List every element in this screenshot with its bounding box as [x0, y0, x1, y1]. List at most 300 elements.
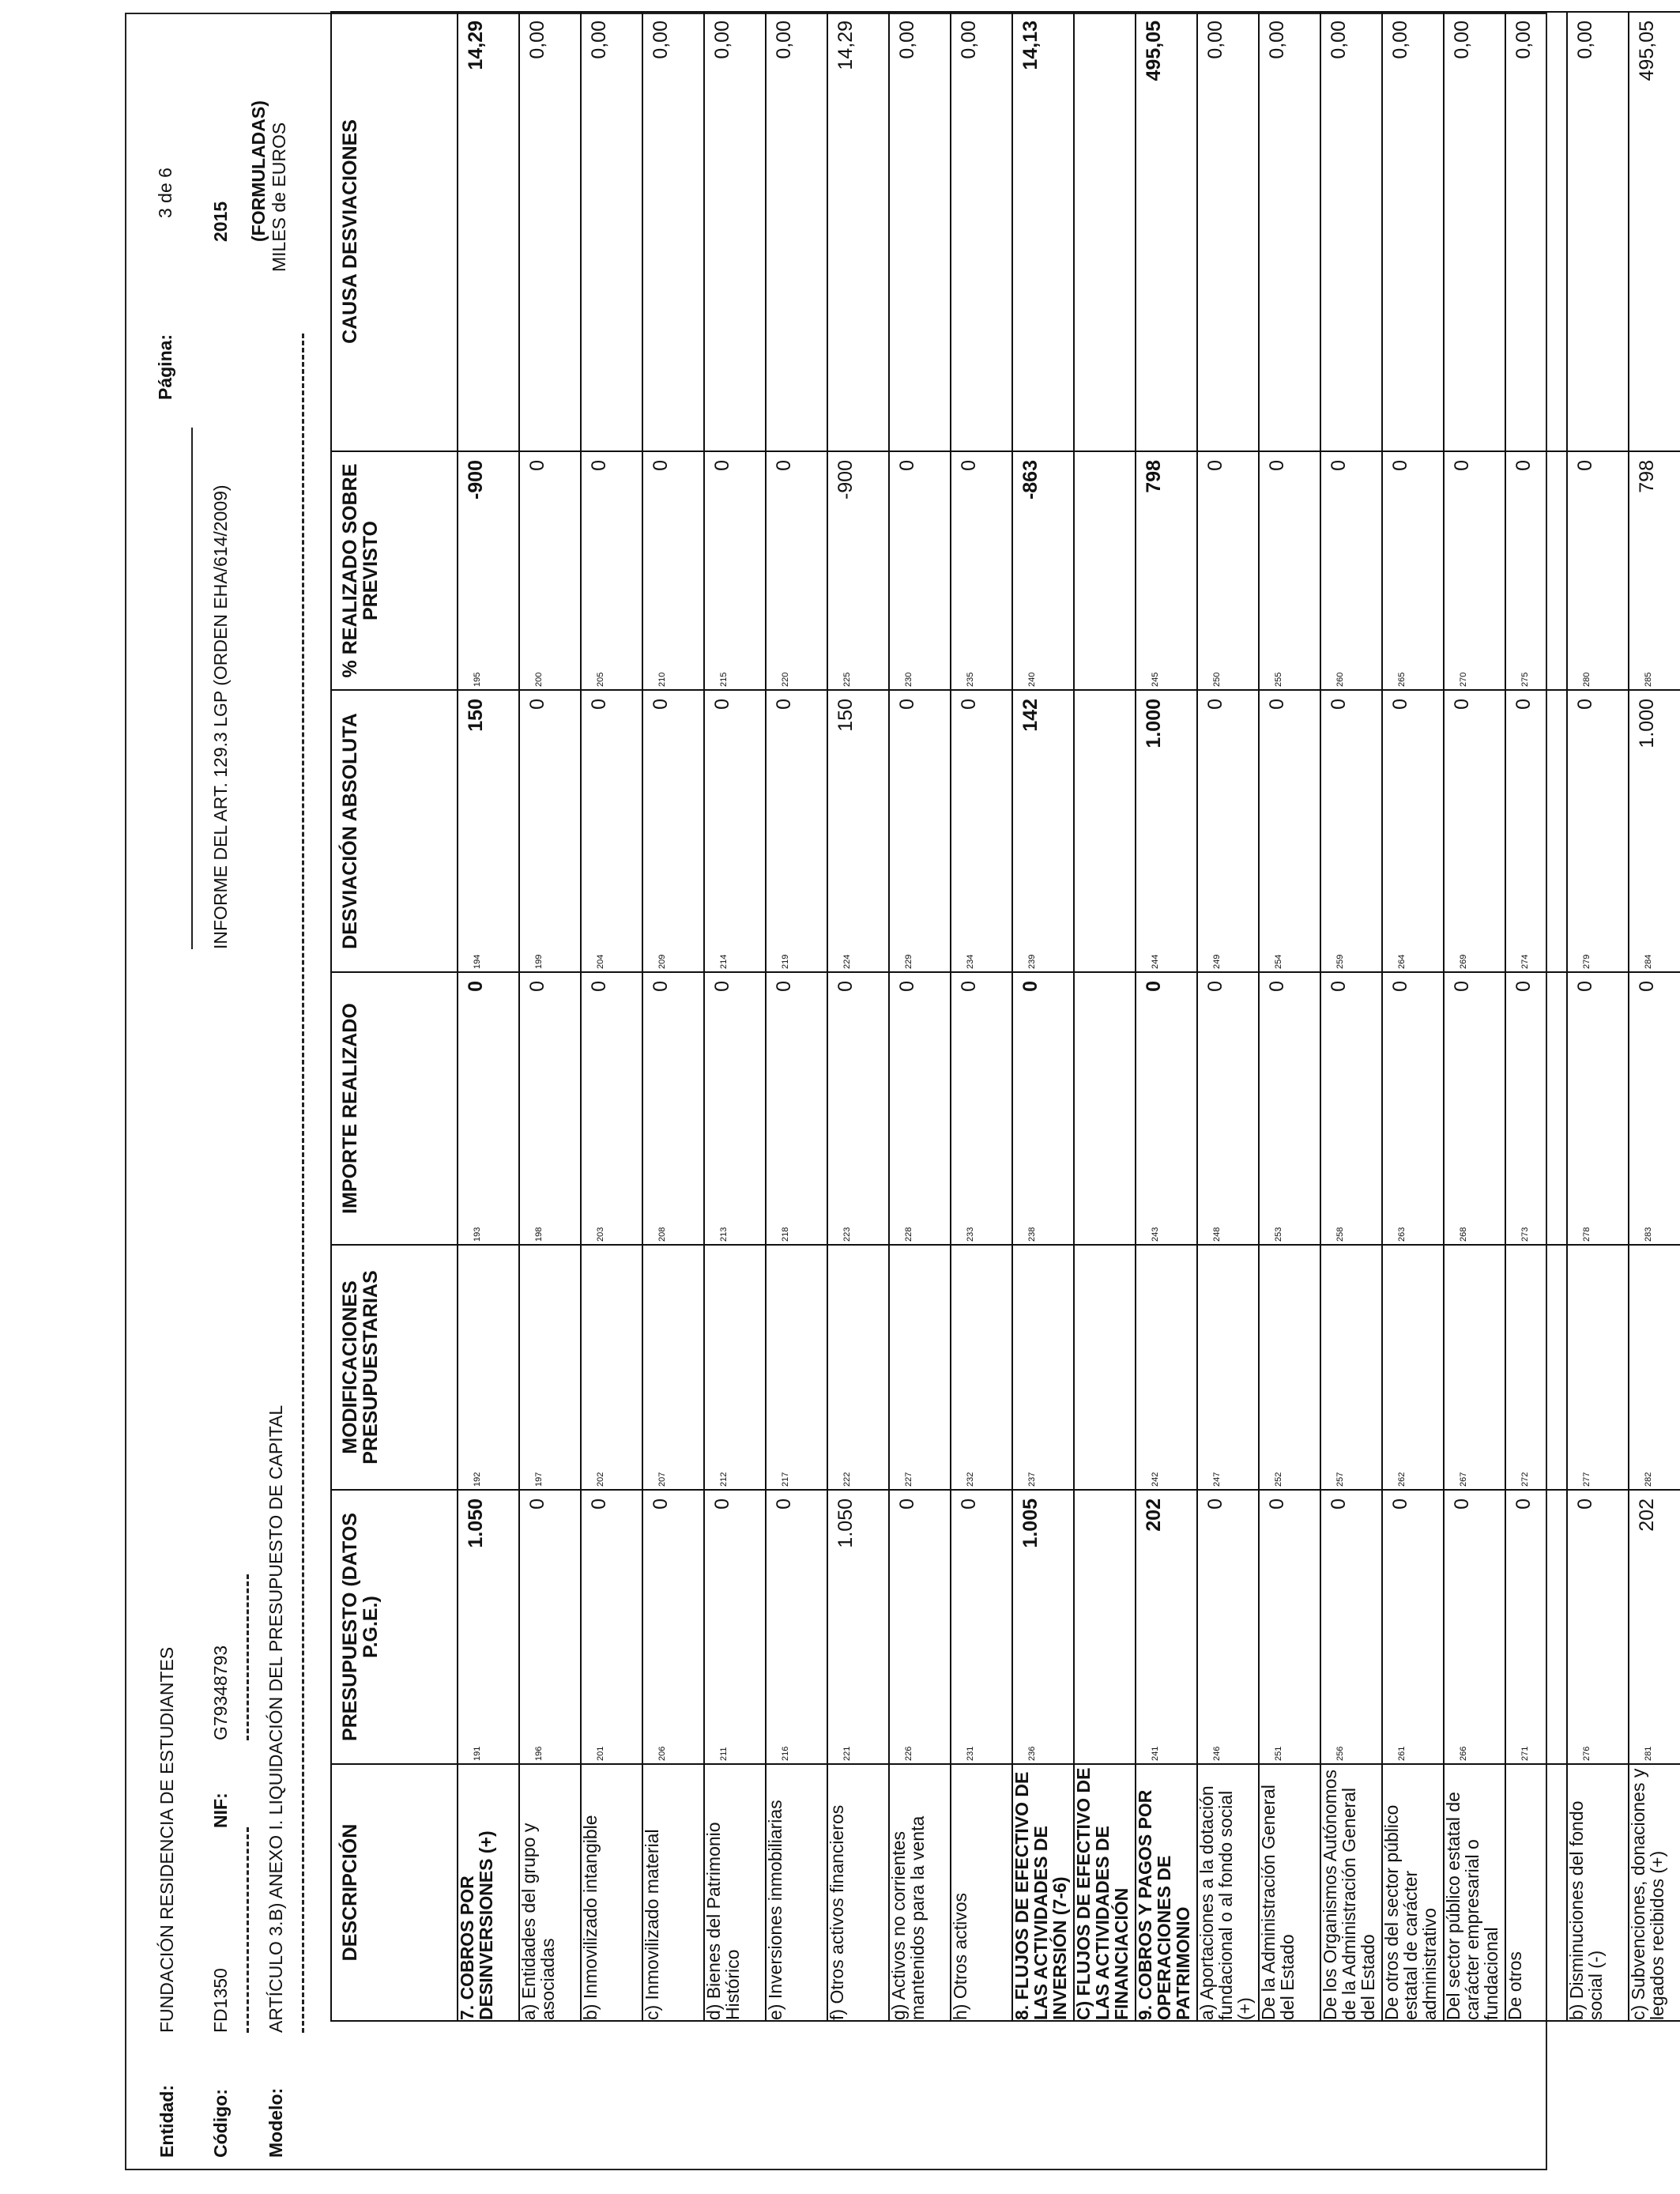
entidad-value: FUNDACIÓN RESIDENCIA DE ESTUDIANTES	[156, 1646, 177, 2033]
value-cell	[1382, 972, 1444, 1245]
value-cell	[766, 1245, 827, 1490]
value-cell	[581, 1490, 642, 1764]
value-cell	[766, 690, 827, 972]
cell-code: 227	[904, 1472, 913, 1487]
value-cell	[1382, 1490, 1444, 1764]
cell-code: 211	[719, 1747, 729, 1761]
cell-value: 0	[958, 981, 980, 992]
cell-value: 0	[1451, 460, 1473, 471]
value-cell	[581, 451, 642, 690]
value-cell	[1320, 451, 1382, 690]
value-cell	[1444, 451, 1505, 690]
value-cell	[1136, 12, 1197, 451]
cell-code: 250	[1212, 672, 1222, 687]
cell-code: 215	[719, 672, 729, 687]
value-cell	[458, 451, 519, 690]
col-causa: CAUSA DESVIACIONES	[331, 12, 458, 451]
cell-code: 237	[1027, 1472, 1037, 1487]
value-cell	[1259, 972, 1320, 1245]
value-cell	[1136, 1490, 1197, 1764]
cell-code: 256	[1335, 1746, 1345, 1761]
informe-title: INFORME DEL ART. 129.3 LGP (ORDEN EHA/614/2009)	[210, 484, 231, 949]
value-cell	[519, 972, 581, 1245]
value-cell	[951, 1245, 1012, 1490]
value-cell	[827, 690, 889, 972]
cell-code: 204	[596, 954, 605, 969]
row-description: f) Otros activos financieros	[827, 1764, 889, 2021]
cell-code: 259	[1335, 954, 1345, 969]
cell-value: 0	[958, 699, 980, 710]
value-cell	[1505, 1490, 1567, 1764]
value-cell	[766, 972, 827, 1245]
cell-value: 0	[896, 981, 918, 992]
cell-code: 219	[781, 954, 790, 969]
value-cell	[1320, 1490, 1382, 1764]
cell-value: 0	[1512, 981, 1535, 992]
cell-value: 1.000	[1143, 699, 1165, 748]
cell-value: 0,00	[1512, 21, 1535, 59]
row-description: c) Inmovilizado material	[642, 1764, 704, 2021]
value-cell	[951, 972, 1012, 1245]
value-cell	[1320, 690, 1382, 972]
col-importe: IMPORTE REALIZADO	[331, 972, 458, 1245]
cell-code: 228	[904, 1227, 913, 1242]
cell-value: 150	[834, 699, 857, 732]
value-cell	[951, 451, 1012, 690]
row-description: De los Organismos Autónomos de la Administración General del Estado	[1320, 1764, 1382, 2021]
value-cell	[1382, 1245, 1444, 1490]
value-cell	[889, 972, 951, 1245]
cell-value: 0	[588, 699, 610, 710]
cell-code: 279	[1582, 954, 1591, 969]
value-cell	[1382, 12, 1444, 451]
cell-value: 0	[650, 460, 672, 471]
value-cell	[1012, 451, 1074, 690]
cell-code: 239	[1027, 954, 1037, 969]
table-row	[766, 12, 827, 2021]
cell-value: 0	[1512, 460, 1535, 471]
cell-value: 798	[1143, 460, 1165, 493]
cell-code: 244	[1151, 954, 1160, 969]
cell-code: 193	[473, 1227, 482, 1242]
table-row	[458, 12, 519, 2021]
value-cell	[827, 1245, 889, 1490]
value-cell	[1567, 12, 1629, 451]
value-cell	[1197, 1245, 1259, 1490]
cell-code: 217	[781, 1472, 790, 1487]
cell-code: 235	[966, 672, 975, 687]
value-cell	[951, 690, 1012, 972]
value-cell	[1074, 12, 1136, 451]
cell-value: 0	[1574, 460, 1596, 471]
cell-code: 220	[781, 672, 790, 687]
value-cell	[1382, 451, 1444, 690]
value-cell	[1074, 1490, 1136, 1764]
value-cell	[1505, 972, 1567, 1245]
value-cell	[1197, 690, 1259, 972]
cell-code: 213	[719, 1227, 729, 1242]
cell-code: 208	[657, 1227, 667, 1242]
cell-value: 1.000	[1636, 699, 1658, 748]
cell-value: 0	[465, 981, 487, 992]
cell-code: 249	[1212, 954, 1222, 969]
table-row	[581, 12, 642, 2021]
cell-code: 234	[966, 954, 975, 969]
cell-value: 0	[1266, 1498, 1288, 1510]
cell-value: 0,00	[1204, 21, 1226, 59]
cell-code: 194	[473, 954, 482, 969]
cell-code: 240	[1027, 672, 1037, 687]
cell-value: 0	[1389, 460, 1411, 471]
value-cell	[581, 972, 642, 1245]
row-description: d) Bienes del Patrimonio Histórico	[704, 1764, 766, 2021]
value-cell	[1320, 1245, 1382, 1490]
col-descripcion: DESCRIPCIÓN	[331, 1764, 458, 2021]
table-row	[1444, 12, 1505, 2021]
cell-code: 191	[473, 1746, 482, 1761]
cell-value: 0	[1574, 1498, 1596, 1510]
cell-code: 230	[904, 672, 913, 687]
cell-code: 276	[1582, 1746, 1591, 1761]
value-cell	[827, 12, 889, 451]
cell-code: 268	[1459, 1227, 1468, 1242]
cell-value: 0	[1328, 1498, 1350, 1510]
cell-code: 252	[1274, 1472, 1283, 1487]
col-porcentaje: % REALIZADO SOBRE PREVISTO	[331, 451, 458, 690]
cell-code: 258	[1335, 1227, 1345, 1242]
value-cell	[519, 1245, 581, 1490]
cell-code: 261	[1397, 1746, 1407, 1761]
cell-value: 202	[1636, 1498, 1658, 1532]
cell-value: 0,00	[650, 21, 672, 59]
cell-code: 274	[1520, 954, 1530, 969]
value-cell	[1136, 690, 1197, 972]
cell-value: 0	[588, 981, 610, 992]
value-cell	[1629, 690, 1680, 972]
cell-value: 495,05	[1636, 21, 1658, 81]
cell-code: 253	[1274, 1227, 1283, 1242]
cell-code: 233	[966, 1227, 975, 1242]
cell-code: 202	[596, 1472, 605, 1487]
table-row	[1320, 12, 1382, 2021]
value-cell	[766, 1490, 827, 1764]
cell-value: 0	[773, 460, 795, 471]
codigo-dash	[247, 1827, 249, 2033]
cell-value: 0	[526, 699, 548, 710]
cell-code: 251	[1274, 1746, 1283, 1761]
cell-value: 0	[773, 981, 795, 992]
cell-code: 248	[1212, 1227, 1222, 1242]
col-presupuesto: PRESUPUESTO (DATOS P.G.E.)	[331, 1490, 458, 1764]
cell-value: 0	[526, 981, 548, 992]
cell-code: 210	[657, 672, 667, 687]
modelo-value: ARTÍCULO 3.B) ANEXO I. LIQUIDACIÓN DEL PRESUPUESTO DE CAPITAL	[266, 1404, 286, 2033]
value-cell	[1444, 690, 1505, 972]
cell-value: 0,00	[526, 21, 548, 59]
cell-value: 0	[1328, 981, 1350, 992]
cell-value: 0	[650, 981, 672, 992]
cell-code: 223	[842, 1227, 852, 1242]
value-cell	[519, 451, 581, 690]
cell-value: 0,00	[588, 21, 610, 59]
row-description: C) FLUJOS DE EFECTIVO DE LAS ACTIVIDADES DE FINANCIACIÓN	[1074, 1764, 1136, 2021]
value-cell	[1136, 972, 1197, 1245]
value-cell	[1136, 451, 1197, 690]
cell-code: 229	[904, 954, 913, 969]
col-desviacion: DESVIACIÓN ABSOLUTA	[331, 690, 458, 972]
value-cell	[581, 690, 642, 972]
cell-value: 0	[1574, 699, 1596, 710]
cell-value: 0,00	[958, 21, 980, 59]
value-cell	[1505, 690, 1567, 972]
budget-table	[330, 11, 1680, 2022]
cell-value: 0	[1328, 460, 1350, 471]
row-description: g) Activos no corrientes mantenidos para la venta	[889, 1764, 951, 2021]
value-cell	[1012, 1490, 1074, 1764]
cell-value: 14,29	[834, 21, 857, 70]
row-description: a) Entidades del grupo y asociadas	[519, 1764, 581, 2021]
value-cell	[1567, 972, 1629, 1245]
value-cell	[889, 690, 951, 972]
cell-value: 0	[958, 460, 980, 471]
cell-code: 225	[842, 672, 852, 687]
cell-value: 0	[1512, 1498, 1535, 1510]
value-cell	[642, 972, 704, 1245]
value-cell	[704, 1490, 766, 1764]
value-cell	[1012, 972, 1074, 1245]
cell-code: 214	[719, 954, 729, 969]
value-cell	[1567, 451, 1629, 690]
year: 2015	[210, 201, 231, 242]
cell-value: 202	[1143, 1498, 1165, 1532]
cell-value: 0	[650, 1498, 672, 1510]
cell-value: 0	[588, 1498, 610, 1510]
cell-code: 254	[1274, 954, 1283, 969]
value-cell	[458, 690, 519, 972]
cell-value: 0	[1204, 1498, 1226, 1510]
cell-value: 0	[1451, 1498, 1473, 1510]
cell-value: 0	[1019, 981, 1042, 992]
cell-code: 272	[1520, 1472, 1530, 1487]
value-cell	[1012, 1245, 1074, 1490]
cell-code: 284	[1644, 954, 1653, 969]
cell-value: 0	[526, 1498, 548, 1510]
row-description: De otros	[1505, 1764, 1567, 2021]
row-description: b) Disminuciones del fondo social (-)	[1567, 1764, 1629, 2021]
cell-code: 198	[534, 1227, 544, 1242]
entidad-label: Entidad:	[156, 2085, 177, 2158]
row-description: 9. COBROS Y PAGOS POR OPERACIONES DE PATRIMONIO	[1136, 1764, 1197, 2021]
cell-value: 0	[1636, 981, 1658, 992]
cell-code: 242	[1151, 1472, 1160, 1487]
cell-value: 0	[1266, 460, 1288, 471]
value-cell	[1629, 1245, 1680, 1490]
cell-value: 142	[1019, 699, 1042, 732]
cell-code: 224	[842, 954, 852, 969]
value-cell	[827, 451, 889, 690]
value-cell	[519, 12, 581, 451]
cell-value: 0	[526, 460, 548, 471]
value-cell	[1505, 451, 1567, 690]
row-description: Del sector público estatal de carácter empresarial o fundacional	[1444, 1764, 1505, 2021]
cell-code: 196	[534, 1746, 544, 1761]
value-cell	[581, 12, 642, 451]
cell-code: 197	[534, 1472, 544, 1487]
row-description: 8. FLUJOS DE EFECTIVO DE LAS ACTIVIDADES DE INVERSIÓN (7-6)	[1012, 1764, 1074, 2021]
value-cell	[1136, 1245, 1197, 1490]
cell-value: 0	[896, 1498, 918, 1510]
table-row	[1567, 12, 1629, 2021]
value-cell	[889, 12, 951, 451]
cell-value: -863	[1019, 460, 1042, 500]
codigo-label: Código:	[210, 2089, 231, 2158]
cell-code: 257	[1335, 1472, 1345, 1487]
value-cell	[1567, 690, 1629, 972]
value-cell	[1444, 12, 1505, 451]
cell-code: 245	[1151, 672, 1160, 687]
cell-value: -900	[834, 460, 857, 500]
value-cell	[1074, 1245, 1136, 1490]
value-cell	[642, 690, 704, 972]
value-cell	[704, 1245, 766, 1490]
value-cell	[766, 12, 827, 451]
table-row	[642, 12, 704, 2021]
value-cell	[1629, 451, 1680, 690]
cell-code: 226	[904, 1746, 913, 1761]
col-modificaciones: MODIFICACIONES PRESUPUESTARIAS	[331, 1245, 458, 1490]
value-cell	[642, 1245, 704, 1490]
cell-value: 0	[834, 981, 857, 992]
value-cell	[889, 1245, 951, 1490]
cell-value: 0,00	[896, 21, 918, 59]
cell-code: 273	[1520, 1227, 1530, 1242]
cell-code: 209	[657, 954, 667, 969]
formuladas: (FORMULADAS)	[248, 100, 269, 242]
cell-value: 1.005	[1019, 1498, 1042, 1548]
pagina-label: Página:	[155, 334, 175, 400]
cell-value: 0,00	[1328, 21, 1350, 59]
value-cell	[1259, 690, 1320, 972]
value-cell	[1074, 972, 1136, 1245]
cell-value: 0	[711, 981, 733, 992]
value-cell	[1197, 12, 1259, 451]
cell-value: 0	[1204, 981, 1226, 992]
table-row	[951, 12, 1012, 2021]
value-cell	[1320, 12, 1382, 451]
value-cell	[827, 972, 889, 1245]
value-cell	[458, 12, 519, 451]
value-cell	[1074, 690, 1136, 972]
value-cell	[581, 1245, 642, 1490]
table-header-row	[331, 12, 458, 2021]
pagina-value: 3 de 6	[155, 168, 175, 218]
cell-value: 0	[958, 1498, 980, 1510]
value-cell	[458, 1245, 519, 1490]
row-description: a) Aportaciones a la dotación fundacional o al fondo social (+)	[1197, 1764, 1259, 2021]
value-cell	[1629, 12, 1680, 451]
value-cell	[458, 972, 519, 1245]
cell-code: 241	[1151, 1746, 1160, 1761]
cell-code: 267	[1459, 1472, 1468, 1487]
cell-value: 0	[1204, 460, 1226, 471]
cell-code: 203	[596, 1227, 605, 1242]
cell-value: 14,29	[465, 21, 487, 70]
cell-value: 0,00	[711, 21, 733, 59]
cell-value: 0	[1389, 699, 1411, 710]
value-cell	[1505, 1245, 1567, 1490]
cell-value: 0	[1512, 699, 1535, 710]
cell-value: 0	[588, 460, 610, 471]
cell-value: 0,00	[1574, 21, 1596, 59]
value-cell	[766, 451, 827, 690]
value-cell	[1197, 972, 1259, 1245]
cell-code: 192	[473, 1472, 482, 1487]
cell-code: 277	[1582, 1472, 1591, 1487]
units: MILES de EUROS	[269, 122, 289, 272]
nif-dash	[247, 1574, 249, 1740]
cell-code: 275	[1520, 672, 1530, 687]
row-description: e) Inversiones inmobiliarias	[766, 1764, 827, 2021]
value-cell	[1567, 1245, 1629, 1490]
cell-value: 0	[773, 1498, 795, 1510]
nif-value: G79348793	[210, 1645, 231, 1740]
cell-code: 285	[1644, 672, 1653, 687]
value-cell	[827, 1490, 889, 1764]
value-cell	[642, 451, 704, 690]
cell-code: 207	[657, 1472, 667, 1487]
value-cell	[1259, 451, 1320, 690]
cell-code: 218	[781, 1227, 790, 1242]
table-row	[827, 12, 889, 2021]
value-cell	[704, 451, 766, 690]
cell-code: 205	[596, 672, 605, 687]
table-row	[1136, 12, 1197, 2021]
cell-code: 246	[1212, 1746, 1222, 1761]
value-cell	[1444, 1490, 1505, 1764]
row-description: c) Subvenciones, donaciones y legados recibidos (+)	[1629, 1764, 1680, 2021]
cell-value: 0	[1389, 981, 1411, 992]
codigo-value: FD1350	[210, 1968, 231, 2033]
cell-value: 0	[1143, 981, 1165, 992]
cell-value: 0	[773, 699, 795, 710]
cell-value: 0,00	[1451, 21, 1473, 59]
cell-code: 281	[1644, 1746, 1653, 1761]
cell-value: 0	[711, 699, 733, 710]
modelo-dash	[302, 334, 304, 2033]
cell-value: 14,13	[1019, 21, 1042, 70]
cell-value: 150	[465, 699, 487, 732]
value-cell	[951, 12, 1012, 451]
value-cell	[1012, 690, 1074, 972]
cell-value: 0	[711, 1498, 733, 1510]
cell-code: 216	[781, 1746, 790, 1761]
cell-value: 0	[1266, 699, 1288, 710]
cell-code: 262	[1397, 1472, 1407, 1487]
table-row	[519, 12, 581, 2021]
value-cell	[1259, 1245, 1320, 1490]
cell-value: 0,00	[773, 21, 795, 59]
cell-code: 232	[966, 1472, 975, 1487]
cell-value: 0	[650, 699, 672, 710]
row-description: De otros del sector público estatal de carácter administrativo	[1382, 1764, 1444, 2021]
cell-code: 266	[1459, 1746, 1468, 1761]
cell-value: 0	[1266, 981, 1288, 992]
cell-code: 206	[657, 1746, 667, 1761]
cell-code: 260	[1335, 672, 1345, 687]
value-cell	[704, 690, 766, 972]
cell-value: 0	[1451, 981, 1473, 992]
value-cell	[1259, 1490, 1320, 1764]
